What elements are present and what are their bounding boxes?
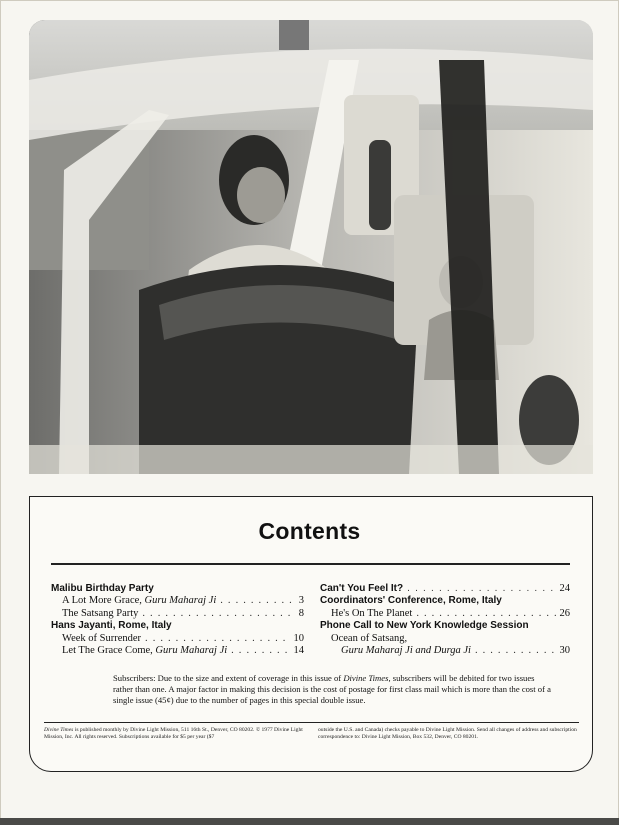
section-heading: Malibu Birthday Party xyxy=(51,583,154,594)
toc-entry xyxy=(51,633,304,645)
publication-name: Divine Times xyxy=(44,727,74,733)
contents-left-column xyxy=(51,583,304,657)
toc-entry xyxy=(320,583,570,595)
footer-right: outside the U.S. and Canada) checks payable to Divine Light Mission. Send all changes of address and subscription correspondence to: Divine Light Mission, Box 532, Denver, CO 80201. xyxy=(318,727,577,741)
page-number: 14 xyxy=(293,645,304,657)
page-number: 8 xyxy=(298,607,304,619)
toc-entry xyxy=(320,608,570,620)
section-heading: Phone Call to New York Knowledge Session xyxy=(320,620,529,632)
subscriber-note: Subscribers: Due to the size and extent of coverage in this issue of Divine Times, subscribers will be debited for two issues rather than one. A major factor in making this decision is the cost of postage for first class mail which is more than the cost of a single issue (45¢) due to the number of pages in this special double issue. xyxy=(113,673,551,705)
toc-entry xyxy=(51,608,304,620)
section-heading: Can't You Feel It? xyxy=(320,583,404,594)
footer-left: Divine Times is published monthly by Divine Light Mission, 511 16th St., Denver, CO 80202. © 1977 Divine Light Mission, Inc. All rights reserved. Subscriptions available for $5 per year ($7 xyxy=(44,727,303,741)
entry-author: Guru Maharaj Ji xyxy=(155,645,228,657)
entry-title: Ocean of Satsang, xyxy=(331,632,408,644)
divider xyxy=(44,722,579,723)
section-heading: Coordinators' Conference, Rome, Italy xyxy=(320,595,502,607)
toc-entry xyxy=(51,645,304,657)
entry-author: Guru Maharaj Ji xyxy=(144,595,217,607)
page-number: 30 xyxy=(559,645,570,657)
photo-icon xyxy=(29,20,593,474)
entry-title: Week of Surrender xyxy=(62,632,142,644)
contents-title: Contents xyxy=(258,518,361,544)
section-heading: Hans Jayanti, Rome, Italy xyxy=(51,620,172,632)
page-number: 26 xyxy=(559,607,570,619)
toc-entry xyxy=(51,595,304,607)
page-number: 24 xyxy=(559,583,570,594)
page-number: 3 xyxy=(298,595,304,607)
divider xyxy=(51,563,570,565)
cover-photo xyxy=(29,20,593,474)
contents-right-column xyxy=(320,583,570,657)
publication-name: Divine Times xyxy=(343,673,389,683)
page-bottom-edge xyxy=(0,818,619,825)
toc-entry xyxy=(320,645,570,657)
entry-author: Guru Maharaj Ji and Durga Ji xyxy=(341,645,471,657)
entry-title: A Lot More Grace, xyxy=(62,595,145,607)
page-number: 10 xyxy=(293,632,304,644)
entry-title: The Satsang Party xyxy=(62,607,139,619)
entry-title: Let The Grace Come, xyxy=(62,645,156,657)
entry-title: He's On The Planet xyxy=(331,607,413,619)
